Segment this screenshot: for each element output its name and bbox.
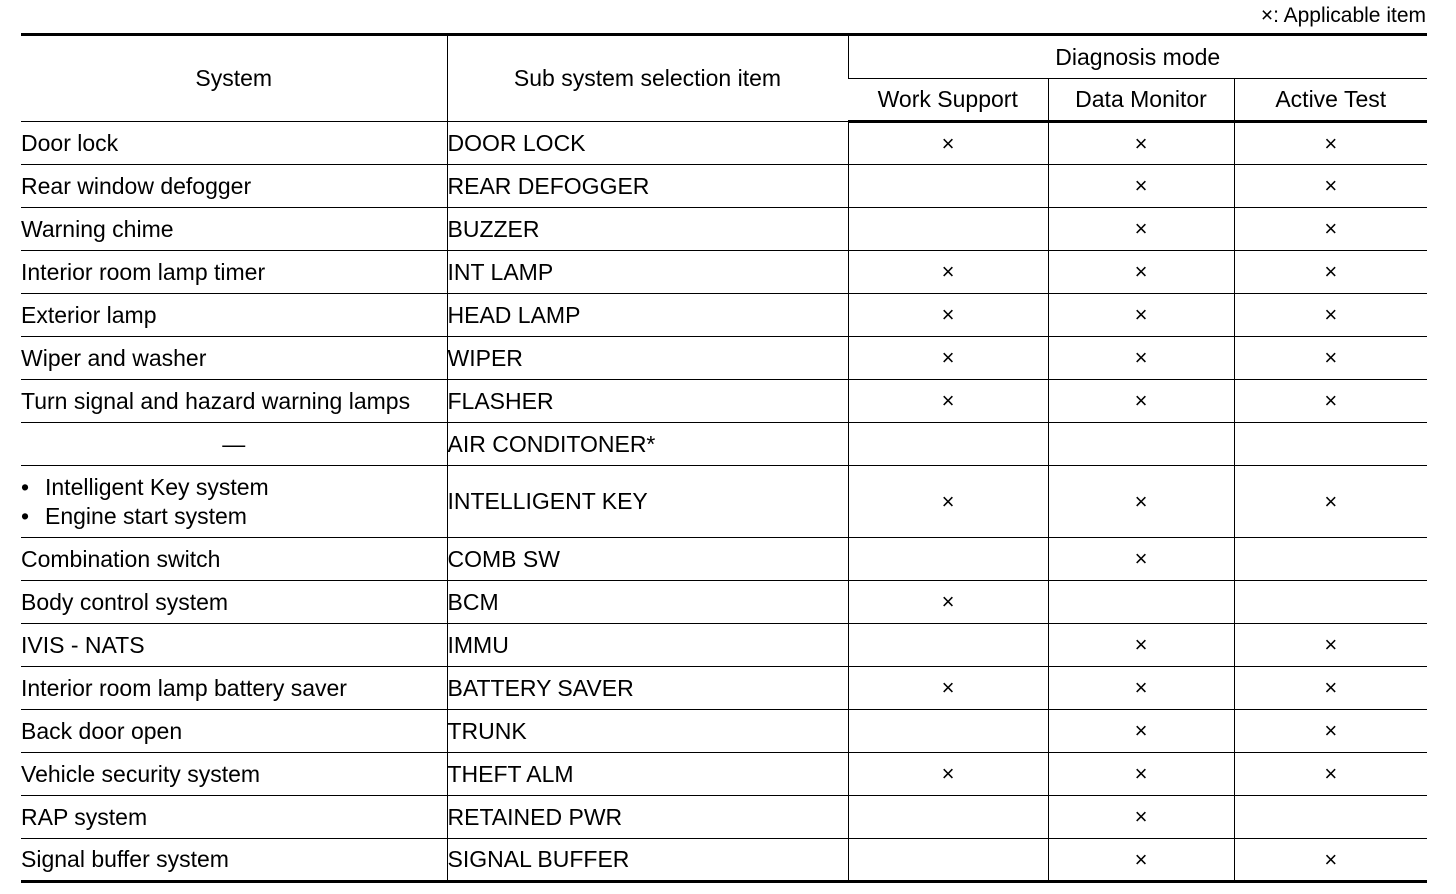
active-test-cell: × [1234, 753, 1427, 796]
active-test-cell: × [1234, 624, 1427, 667]
work-support-cell [848, 796, 1048, 839]
table-row [21, 122, 1427, 165]
data-monitor-cell: × [1048, 667, 1234, 710]
table-row [21, 208, 1427, 251]
system-cell: Wiper and washer [21, 337, 447, 380]
sub-system-cell: INT LAMP [447, 251, 848, 294]
sub-system-cell: BCM [447, 581, 848, 624]
work-support-cell: × [848, 251, 1048, 294]
data-monitor-cell: × [1048, 337, 1234, 380]
system-cell: Vehicle security system [21, 753, 447, 796]
active-test-cell: × [1234, 839, 1427, 882]
bullet-text: Engine start system [45, 502, 247, 529]
table-row [21, 581, 1427, 624]
sub-system-cell: BATTERY SAVER [447, 667, 848, 710]
system-cell: Interior room lamp timer [21, 251, 447, 294]
work-support-cell [848, 839, 1048, 882]
system-cell: Turn signal and hazard warning lamps [21, 380, 447, 423]
diagnosis-mode-table [21, 33, 1427, 883]
work-support-cell: × [848, 122, 1048, 165]
active-test-cell: × [1234, 208, 1427, 251]
work-support-cell: × [848, 667, 1048, 710]
active-test-cell: × [1234, 165, 1427, 208]
bullet-text: Intelligent Key system [45, 473, 269, 500]
table-body [21, 122, 1427, 882]
data-monitor-cell: × [1048, 251, 1234, 294]
data-monitor-cell: × [1048, 753, 1234, 796]
table-row [21, 667, 1427, 710]
work-support-cell [848, 208, 1048, 251]
active-test-cell [1234, 581, 1427, 624]
data-monitor-cell: × [1048, 208, 1234, 251]
active-test-cell: × [1234, 466, 1427, 538]
table-header [21, 35, 1427, 122]
data-monitor-cell: × [1048, 165, 1234, 208]
bullet-item [21, 502, 447, 531]
active-test-cell: × [1234, 710, 1427, 753]
data-monitor-cell: × [1048, 839, 1234, 882]
system-cell: Door lock [21, 122, 447, 165]
data-monitor-cell: × [1048, 710, 1234, 753]
bullet-icon: • [21, 473, 30, 500]
sub-system-cell: FLASHER [447, 380, 848, 423]
work-support-cell: × [848, 753, 1048, 796]
table-row [21, 624, 1427, 667]
table-row [21, 753, 1427, 796]
active-test-cell [1234, 796, 1427, 839]
system-cell: RAP system [21, 796, 447, 839]
table-row [21, 466, 1427, 538]
data-monitor-cell: × [1048, 624, 1234, 667]
system-cell: Exterior lamp [21, 294, 447, 337]
data-monitor-cell: × [1048, 796, 1234, 839]
system-cell: IVIS - NATS [21, 624, 447, 667]
data-monitor-cell: × [1048, 380, 1234, 423]
system-cell: Rear window defogger [21, 165, 447, 208]
data-monitor-cell [1048, 581, 1234, 624]
table-row [21, 423, 1427, 466]
bullet-icon: • [21, 502, 30, 529]
active-test-cell: × [1234, 337, 1427, 380]
sub-system-cell: RETAINED PWR [447, 796, 848, 839]
sub-system-cell: SIGNAL BUFFER [447, 839, 848, 882]
table-row [21, 710, 1427, 753]
system-cell [21, 466, 447, 538]
system-cell: Combination switch [21, 538, 447, 581]
work-support-cell [848, 624, 1048, 667]
work-support-cell: × [848, 466, 1048, 538]
active-test-cell: × [1234, 122, 1427, 165]
sub-system-cell: DOOR LOCK [447, 122, 848, 165]
active-test-cell: × [1234, 380, 1427, 423]
table-row [21, 337, 1427, 380]
table-row [21, 251, 1427, 294]
work-support-cell: × [848, 380, 1048, 423]
system-bullet-list [21, 473, 447, 531]
bullet-item [21, 473, 447, 502]
active-test-cell [1234, 423, 1427, 466]
sub-system-cell: IMMU [447, 624, 848, 667]
sub-system-cell: HEAD LAMP [447, 294, 848, 337]
system-cell: Back door open [21, 710, 447, 753]
table-row [21, 839, 1427, 882]
sub-system-cell: BUZZER [447, 208, 848, 251]
data-monitor-cell: × [1048, 538, 1234, 581]
work-support-cell: × [848, 294, 1048, 337]
system-cell: Signal buffer system [21, 839, 447, 882]
sub-system-cell: INTELLIGENT KEY [447, 466, 848, 538]
system-cell: Interior room lamp battery saver [21, 667, 447, 710]
active-test-cell: × [1234, 667, 1427, 710]
data-monitor-cell: × [1048, 294, 1234, 337]
active-test-cell [1234, 538, 1427, 581]
header-system: System [21, 35, 447, 122]
header-diagnosis-mode: Diagnosis mode [848, 35, 1427, 79]
system-cell: Body control system [21, 581, 447, 624]
header-active-test: Active Test [1234, 79, 1427, 122]
table-row [21, 796, 1427, 839]
sub-system-cell: AIR CONDITONER* [447, 423, 848, 466]
data-monitor-cell: × [1048, 122, 1234, 165]
header-work-support: Work Support [848, 79, 1048, 122]
work-support-cell: × [848, 337, 1048, 380]
table-row [21, 538, 1427, 581]
sub-system-cell: REAR DEFOGGER [447, 165, 848, 208]
data-monitor-cell: × [1048, 466, 1234, 538]
work-support-cell [848, 423, 1048, 466]
system-cell: Warning chime [21, 208, 447, 251]
header-sub-system: Sub system selection item [447, 35, 848, 122]
system-cell: — [21, 423, 447, 466]
header-data-monitor: Data Monitor [1048, 79, 1234, 122]
active-test-cell: × [1234, 251, 1427, 294]
data-monitor-cell [1048, 423, 1234, 466]
table-row [21, 165, 1427, 208]
sub-system-cell: COMB SW [447, 538, 848, 581]
active-test-cell: × [1234, 294, 1427, 337]
work-support-cell: × [848, 581, 1048, 624]
sub-system-cell: THEFT ALM [447, 753, 848, 796]
table-row [21, 380, 1427, 423]
table-row [21, 294, 1427, 337]
work-support-cell [848, 165, 1048, 208]
work-support-cell [848, 710, 1048, 753]
applicable-item-legend: ×: Applicable item [1260, 4, 1426, 27]
sub-system-cell: TRUNK [447, 710, 848, 753]
sub-system-cell: WIPER [447, 337, 848, 380]
work-support-cell [848, 538, 1048, 581]
